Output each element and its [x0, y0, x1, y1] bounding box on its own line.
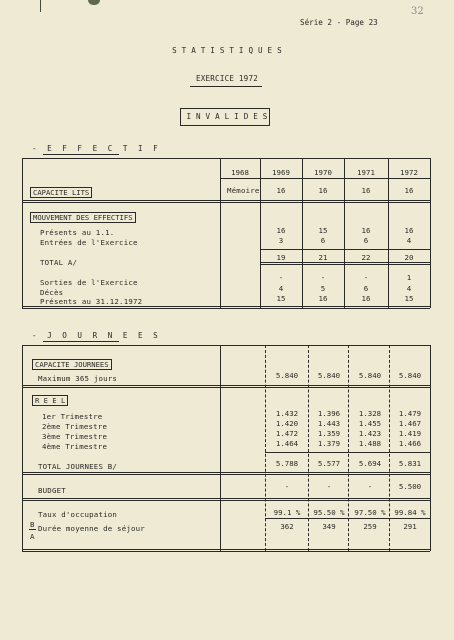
table2-bottom-double-rule — [22, 549, 430, 552]
trimestre-value: 1.479 — [398, 409, 422, 418]
total-a-value: 19 — [276, 253, 286, 262]
sorties-value: - — [363, 273, 369, 282]
capacite-lits-value: 16 — [404, 186, 414, 195]
entrees-value: 6 — [363, 236, 369, 245]
presents-11-value: 16 — [361, 226, 371, 235]
trimestre-value: 1.423 — [358, 429, 382, 438]
category-label: I N V A L I D E S — [186, 112, 268, 121]
ink-stain — [88, 0, 100, 5]
sorties-value: - — [320, 273, 326, 282]
table1-bottom-double-rule — [22, 306, 430, 309]
double-rule — [22, 498, 430, 501]
capacite-lits-value: 16 — [318, 186, 328, 195]
capacite-lits-value: 16 — [361, 186, 371, 195]
budget-value: - — [367, 482, 373, 491]
trimestre-value: 1.328 — [358, 409, 382, 418]
duree-sejour-label: Durée moyenne de séjour — [38, 524, 145, 533]
table1-col-divider-label — [220, 158, 221, 308]
taux-occupation-value: 95.50 % — [313, 508, 345, 517]
trimestre-value: 1.419 — [398, 429, 422, 438]
budget-value: 5.500 — [398, 482, 422, 491]
presents-3112-value: 15 — [276, 294, 286, 303]
total-a-double-rule — [260, 262, 430, 265]
total-a-value: 22 — [361, 253, 371, 262]
year-header: 1969 — [272, 168, 290, 177]
year-header: 1971 — [357, 168, 375, 177]
document-title: S T A T I S T I Q U E S — [172, 46, 282, 55]
capacite-journees-value: 5.840 — [317, 371, 341, 380]
year-header-underline — [220, 178, 430, 179]
taux-occupation-value: 99.1 % — [273, 508, 301, 517]
fraction-bar — [29, 529, 36, 530]
capacite-lits-label: CAPACITE LITS — [30, 187, 92, 198]
total-journees-value: 5.577 — [317, 459, 341, 468]
presents-11-value: 16 — [404, 226, 414, 235]
reel-label: R E E L — [32, 395, 68, 406]
maximum-365-label: Maximum 365 jours — [38, 374, 118, 383]
trimestre-value: 1.472 — [275, 429, 299, 438]
capacite-lits-value: 16 — [276, 186, 286, 195]
double-rule — [22, 472, 430, 475]
duree-sejour-value: 259 — [363, 522, 377, 531]
entrees-value: 4 — [406, 236, 412, 245]
margin-mark — [40, 0, 41, 12]
presents-3112-value: 16 — [361, 294, 371, 303]
budget-value: - — [284, 482, 290, 491]
deces-value: 4 — [278, 284, 284, 293]
subtitle-underline — [190, 86, 262, 87]
trimestre-value: 1.396 — [317, 409, 341, 418]
double-rule — [22, 200, 430, 203]
presents-3112-value: 16 — [318, 294, 328, 303]
trimestre-value: 1.466 — [398, 439, 422, 448]
table1-left-border — [22, 158, 23, 308]
exercise-subtitle: EXERCICE 1972 — [195, 74, 259, 83]
presents-11-label: Présents au 1.1. — [40, 228, 115, 237]
deces-value: 6 — [363, 284, 369, 293]
budget-value: - — [326, 482, 332, 491]
table2-col-divider-label — [220, 345, 221, 551]
total-journees-value: 5.694 — [358, 459, 382, 468]
page-number-pencil: 32 — [411, 6, 424, 17]
journees-underline — [43, 341, 119, 342]
taux-occupation-value: 99.84 % — [394, 508, 426, 517]
capacite-journees-value: 5.840 — [275, 371, 299, 380]
trimestre-value: 1.455 — [358, 419, 382, 428]
trimestre-value: 1.432 — [275, 409, 299, 418]
taux-occupation-label: Taux d'occupation — [38, 510, 118, 519]
total-a-top-rule — [260, 249, 430, 250]
year-header: 1968 — [231, 168, 249, 177]
trimestre-value: 1.359 — [317, 429, 341, 438]
table2-top-border — [22, 345, 430, 346]
journees-section-label: - J O U R N E E S — [32, 331, 161, 340]
effectif-underline — [43, 154, 119, 155]
presents-11-value: 16 — [276, 226, 286, 235]
table1-top-border — [22, 158, 430, 159]
duree-sejour-value: 291 — [403, 522, 417, 531]
fraction-numerator: B — [30, 520, 35, 529]
deces-value: 4 — [406, 284, 412, 293]
capacite-journees-label: CAPACITE JOURNEES — [32, 359, 112, 370]
taux-occupation-value: 97.50 % — [354, 508, 386, 517]
presents-3112-value: 15 — [404, 294, 414, 303]
budget-label: BUDGET — [38, 486, 66, 495]
trimestre-value: 1.379 — [317, 439, 341, 448]
trimestre-label: 3ème Trimestre — [42, 432, 108, 441]
sorties-label: Sorties de l'Exercice — [40, 278, 138, 287]
duree-sejour-value: 349 — [322, 522, 336, 531]
series-page-header: Série 2 - Page 23 — [300, 18, 378, 27]
table2-left-border — [22, 345, 23, 551]
total-a-value: 21 — [318, 253, 328, 262]
trimestre-value: 1.420 — [275, 419, 299, 428]
total-a-value: 20 — [404, 253, 414, 262]
total-journees-value: 5.788 — [275, 459, 299, 468]
entrees-value: 3 — [278, 236, 284, 245]
presents-3112-label: Présents au 31.12.1972 — [40, 297, 143, 306]
double-rule — [22, 385, 430, 388]
year-header: 1972 — [400, 168, 418, 177]
entrees-label: Entrées de l'Exercice — [40, 238, 138, 247]
sorties-value: - — [278, 273, 284, 282]
effectif-section-label: - E F F E C T I F — [32, 144, 161, 153]
total-journees-top-rule — [265, 452, 430, 453]
deces-value: 5 — [320, 284, 326, 293]
year-header: 1970 — [314, 168, 332, 177]
trimestre-value: 1.467 — [398, 419, 422, 428]
total-journees-label: TOTAL JOURNEES B/ — [38, 462, 118, 471]
deces-label: Décès — [40, 288, 64, 297]
trimestre-value: 1.464 — [275, 439, 299, 448]
trimestre-label: 4ème Trimestre — [42, 442, 108, 451]
presents-11-value: 15 — [318, 226, 328, 235]
taux-underline — [265, 518, 430, 519]
trimestre-value: 1.443 — [317, 419, 341, 428]
trimestre-label: 2ème Trimestre — [42, 422, 108, 431]
mouvement-label: MOUVEMENT DES EFFECTIFS — [30, 212, 136, 223]
duree-sejour-value: 362 — [280, 522, 294, 531]
trimestre-label: 1er Trimestre — [42, 412, 103, 421]
sorties-value: 1 — [406, 273, 412, 282]
capacite-journees-value: 5.840 — [358, 371, 382, 380]
trimestre-value: 1.488 — [358, 439, 382, 448]
fraction-denominator: A — [30, 532, 35, 541]
capacite-journees-value: 5.840 — [398, 371, 422, 380]
capacite-lits-memoire: Mémoire — [227, 186, 260, 195]
total-a-label: TOTAL A/ — [40, 258, 78, 267]
entrees-value: 6 — [320, 236, 326, 245]
total-journees-value: 5.831 — [398, 459, 422, 468]
